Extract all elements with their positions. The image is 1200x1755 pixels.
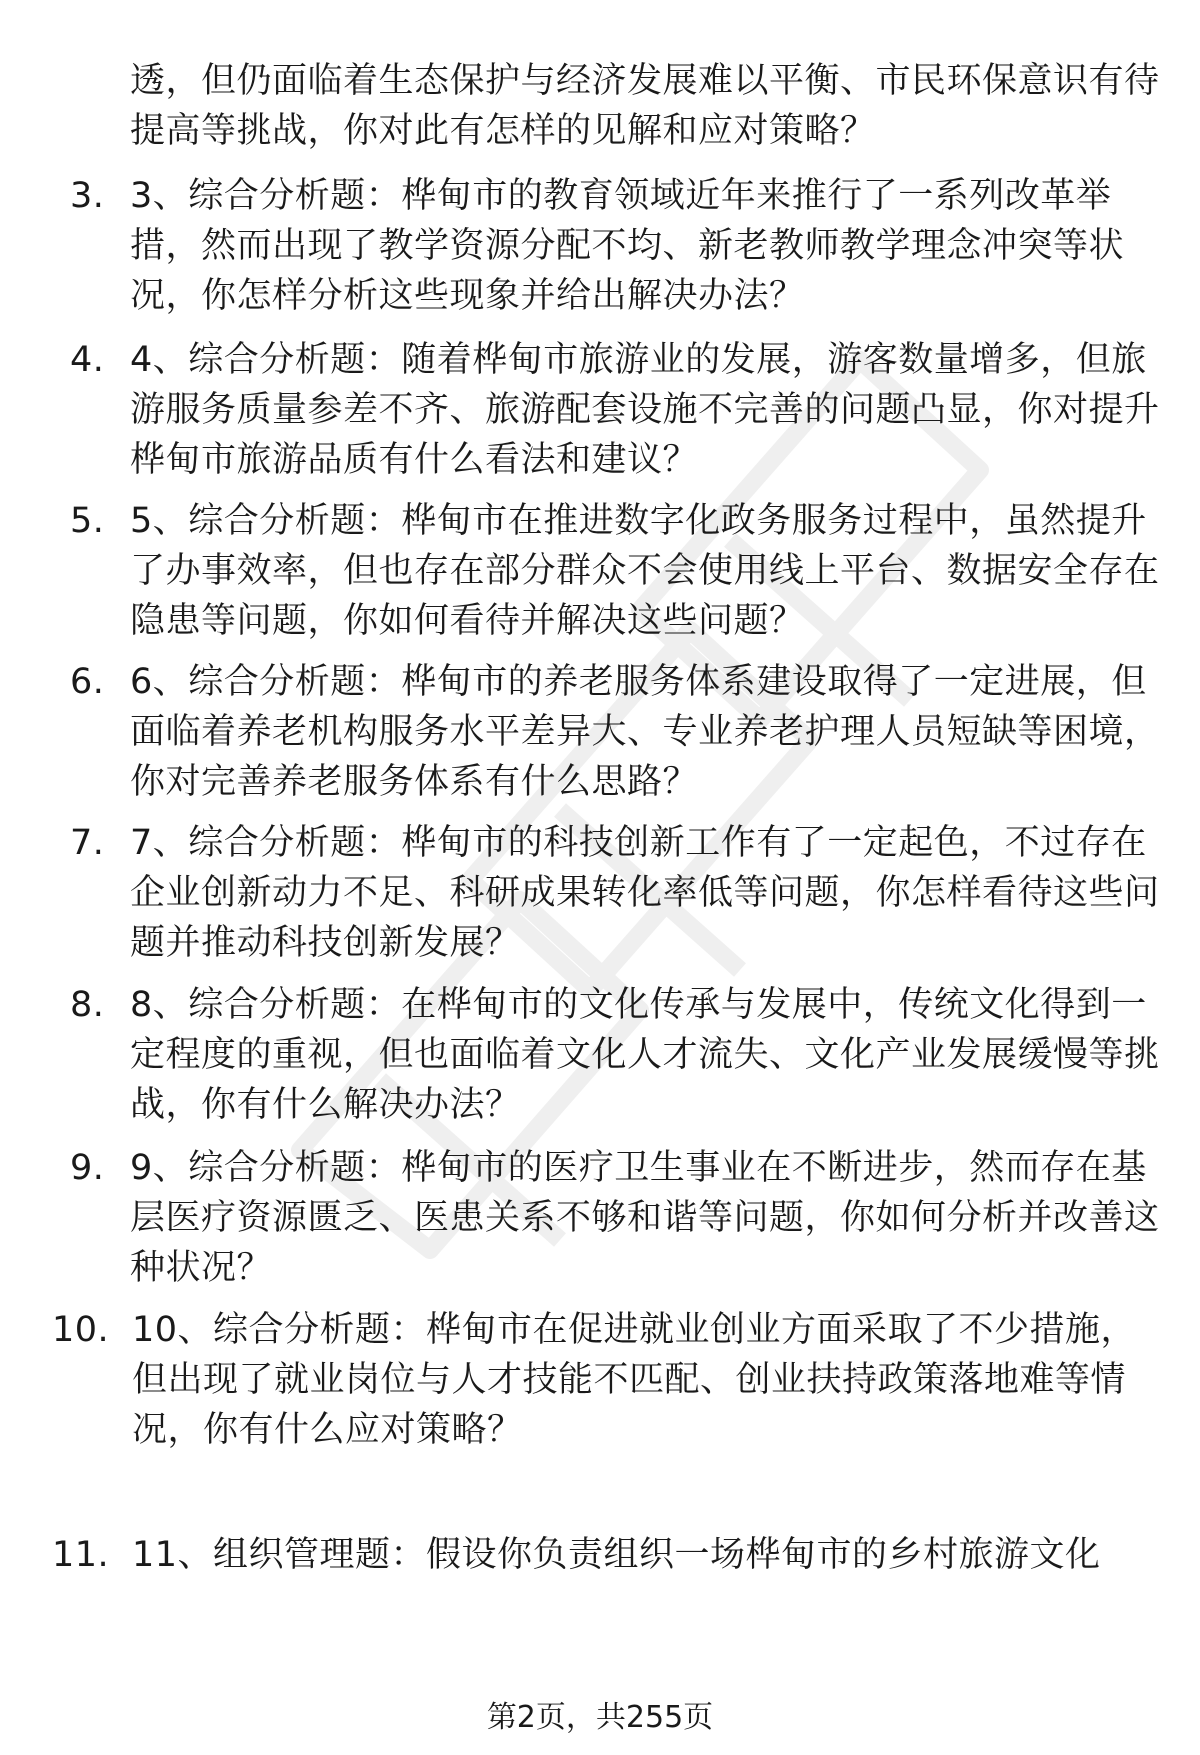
list-item-number: 5. <box>70 501 105 541</box>
list-item-text: 9、综合分析题：桦甸市的医疗卫生事业在不断进步，然而存在基层医疗资源匮乏、医患关系不够和谐等问题，你如何分析并改善这种状况？ <box>130 1148 1160 1288</box>
list-item-number: 11. <box>52 1535 110 1575</box>
list-item-text: 11、组织管理题：假设你负责组织一场桦甸市的乡村旅游文化 <box>132 1535 1101 1575</box>
list-item-text: 8、综合分析题：在桦甸市的文化传承与发展中，传统文化得到一定程度的重视，但也面临着文化人才流失、文化产业发展缓慢等挑战，你有什么解决办法？ <box>130 985 1160 1125</box>
list-item-number: 6. <box>70 662 105 702</box>
list-item-number: 9. <box>70 1148 105 1188</box>
list-item-number: 10. <box>52 1310 110 1350</box>
list-item-text: 10、综合分析题：桦甸市在促进就业创业方面采取了不少措施，但出现了就业岗位与人才技能不匹配、创业扶持政策落地难等情况，你有什么应对策略？ <box>132 1310 1137 1450</box>
page-footer: 第2页，共255页 <box>486 1700 714 1735</box>
list-item-number: 3. <box>70 176 105 216</box>
continued-question-text: 透，但仍面临着生态保护与经济发展难以平衡、市民环保意识有待提高等挑战，你对此有怎样的见解和应对策略？ <box>130 61 1160 151</box>
list-item-text: 5、综合分析题：桦甸市在推进数字化政务服务过程中，虽然提升了办事效率，但也存在部分群众不会使用线上平台、数据安全存在隐患等问题，你如何看待并解决这些问题？ <box>130 501 1160 641</box>
list-item-number: 7. <box>70 823 105 863</box>
list-item-text: 3、综合分析题：桦甸市的教育领域近年来推行了一系列改革举措，然而出现了教学资源分配不均、新老教师教学理念冲突等状况，你怎样分析这些现象并给出解决办法？ <box>130 176 1125 316</box>
list-item-text: 4、综合分析题：随着桦甸市旅游业的发展，游客数量增多，但旅游服务质量参差不齐、旅游配套设施不完善的问题凸显，你对提升桦甸市旅游品质有什么看法和建议？ <box>130 340 1160 480</box>
list-item-text: 7、综合分析题：桦甸市的科技创新工作有了一定起色，不过存在企业创新动力不足、科研成果转化率低等问题，你怎样看待这些问题并推动科技创新发展？ <box>130 823 1160 963</box>
list-item-number: 4. <box>70 340 105 380</box>
list-item-number: 8. <box>70 985 105 1025</box>
list-item-text: 6、综合分析题：桦甸市的养老服务体系建设取得了一定进展，但面临着养老机构服务水平差异大、专业养老护理人员短缺等困境，你对完善养老服务体系有什么思路？ <box>130 662 1160 802</box>
